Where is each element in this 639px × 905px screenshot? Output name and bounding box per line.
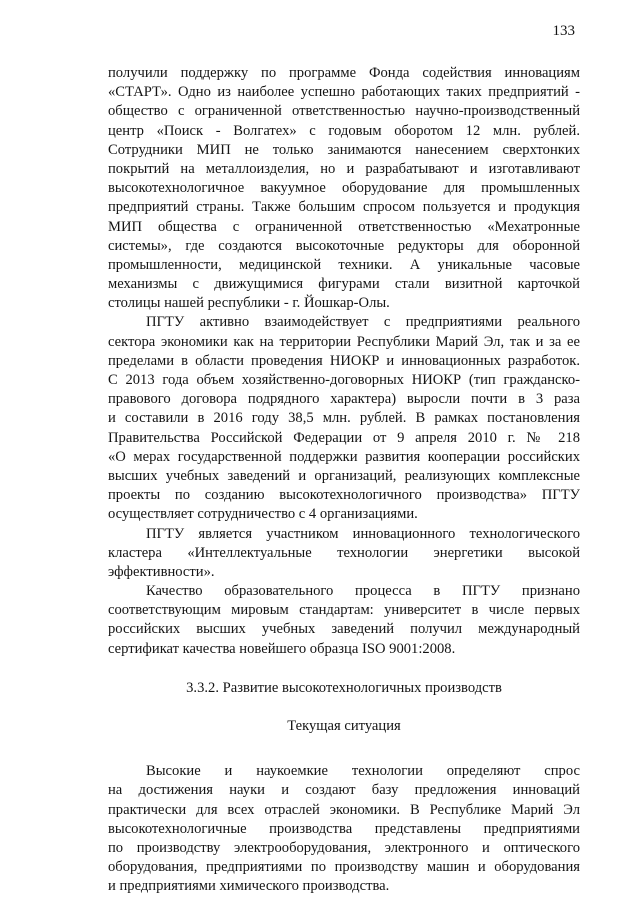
text-line: осуществляет сотрудничество с 4 организациями. [108, 506, 418, 523]
text-line: проекты по созданию высокотехнологичного производства» ПГТУ [108, 487, 580, 504]
text-line: Правительства Российской Федерации от 9 апреля 2010 г. № 218 [108, 429, 580, 446]
text-line: столицы нашей республики - г. Йошкар-Олы. [108, 295, 390, 312]
text-line: получили поддержку по программе Фонда содействия инновациям [108, 65, 580, 81]
text-line: общество с ограниченной ответственностью научно-производственный [108, 103, 580, 120]
paragraph-pgtu-cooperation [108, 313, 580, 524]
text-line: по производству электрооборудования, электронного и оптического [108, 839, 580, 856]
text-line: «СТАРТ». Одно из наиболее успешно работающих таких предприятий - [108, 84, 580, 101]
paragraph-high-tech [108, 762, 580, 896]
text-line: С 2013 года объем хозяйственно-договорных НИОКР (тип гражданско- [108, 372, 580, 388]
paragraph-quality [108, 582, 580, 659]
text-line: пределами в области проведения НИОКР и инновационных разработок. [108, 352, 580, 369]
text-line: оборудования, предприятиями по производству машин и оборудования [108, 859, 580, 876]
text-line: МИП общества с ограниченной ответственностью «Мехатронные [108, 218, 580, 235]
text-line: сертификат качества новейшего образца ISO 9001:2008. [108, 640, 456, 657]
text-line: российских высших учебных заведений получил международный [108, 621, 580, 638]
text-line: Сотрудники МИП не только занимаются нанесением сверхтонких [108, 141, 580, 158]
paragraph-mip-enterprises [108, 64, 580, 313]
text-line: предприятий страны. Также большим спросом пользуется и продукция [108, 199, 580, 216]
text-line: кластера «Интеллектуальные технологии энергетики высокой [108, 544, 580, 561]
text-line: ПГТУ активно взаимодействует с предприятиями реального [146, 314, 580, 331]
text-line: и предприятиями химического производства. [108, 878, 390, 895]
page-content [108, 64, 580, 897]
text-line: соответствующим мировым стандартам: университет в числе первых [108, 602, 580, 619]
text-line: практически для всех отраслей экономики. В Республике Марий Эл [108, 801, 580, 818]
text-line: правового договора подрядного характера) выросли почти в 3 раза [108, 391, 580, 408]
text-line: промышленности, медицинской техники. А уникальные часовые [108, 256, 580, 273]
paragraph-cluster [108, 525, 580, 583]
text-line: ПГТУ является участником инновационного технологического [146, 525, 580, 542]
page-number: 133 [552, 23, 575, 39]
text-line: механизмы с движущимися фигурами стали визитной карточкой [108, 276, 580, 293]
text-line: центр «Поиск - Волгатех» с годовым оборотом 12 млн. рублей. [108, 122, 580, 139]
text-line: сектора экономики как на территории Республики Марий Эл, так и за ее [108, 333, 580, 350]
text-line: Качество образовательного процесса в ПГТУ признано [146, 583, 580, 600]
text-line: эффективности». [108, 563, 215, 580]
text-line: высокотехнологичные производства представлены предприятиями [108, 820, 580, 837]
text-line: высокотехнологичное вакуумное оборудование для промышленных [108, 180, 580, 197]
subheading: Текущая ситуация [287, 718, 401, 735]
text-line: «О мерах государственной поддержки развития кооперации российских [108, 448, 580, 465]
text-line: покрытий на металлоизделия, но и разрабатывают и изготавливают [108, 160, 580, 177]
text-line: на достижения науки и создают базу предложения инноваций [108, 782, 580, 799]
text-line: высших учебных заведений и организаций, реализующих комплексные [108, 467, 580, 484]
text-line: системы», где создаются высокоточные редукторы для оборонной [108, 237, 580, 254]
section-heading: 3.3.2. Развитие высокотехнологичных производств [186, 679, 502, 696]
text-line: и составили в 2016 году 38,5 млн. рублей. В рамках постановления [108, 410, 580, 427]
text-line: Высокие и наукоемкие технологии определяют спрос [146, 763, 580, 780]
